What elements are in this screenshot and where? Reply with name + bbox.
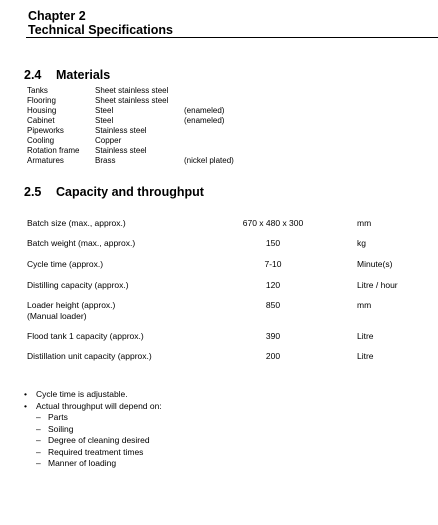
section-number: 2.5 — [24, 185, 42, 199]
capacity-unit: Litre — [357, 351, 374, 361]
material-item: Rotation frame — [27, 146, 80, 155]
capacity-unit: Minute(s) — [357, 259, 393, 269]
heading-rule — [26, 37, 438, 38]
capacity-label: Distilling capacity (approx.) — [27, 280, 129, 290]
chapter-number: Chapter 2 — [28, 9, 86, 23]
material-name: Steel — [95, 106, 114, 115]
material-note: (enameled) — [184, 116, 225, 125]
capacity-unit: mm — [357, 218, 372, 228]
material-name: Copper — [95, 136, 122, 145]
capacity-label: Cycle time (approx.) — [27, 259, 104, 269]
sub-list-item: – Required treatment times — [24, 447, 162, 459]
material-name: Sheet stainless steel — [95, 86, 169, 95]
material-item: Pipeworks — [27, 126, 64, 135]
capacity-unit: Litre / hour — [357, 280, 398, 290]
material-item: Cabinet — [27, 116, 55, 125]
capacity-unit: Litre — [357, 331, 374, 341]
capacity-value: 7-10 — [264, 259, 282, 269]
capacity-value: 670 x 480 x 300 — [242, 218, 304, 228]
sub-list-item: – Parts — [24, 412, 162, 424]
capacity-label: Batch weight (max., approx.) — [27, 238, 136, 248]
sub-list-item: – Degree of cleaning desired — [24, 435, 162, 447]
material-name: Steel — [95, 116, 114, 125]
material-note: (nickel plated) — [184, 156, 234, 165]
notes-list — [24, 389, 162, 470]
section-capacity-heading — [24, 185, 204, 199]
section-title: Capacity and throughput — [56, 185, 204, 199]
capacity-label — [27, 300, 227, 322]
material-item: Housing — [27, 106, 57, 115]
capacity-unit: mm — [357, 300, 372, 310]
capacity-label-line2: (Manual loader) — [27, 311, 87, 321]
material-item: Armatures — [27, 156, 64, 165]
sub-list-item: – Manner of loading — [24, 458, 162, 470]
capacity-value: 850 — [265, 300, 281, 310]
section-title: Materials — [56, 68, 111, 82]
capacity-unit: kg — [357, 238, 366, 248]
bullet-item: • Cycle time is adjustable. — [24, 389, 162, 401]
material-note: (enameled) — [184, 106, 225, 115]
section-number: 2.4 — [24, 68, 42, 82]
capacity-value: 200 — [265, 351, 281, 361]
chapter-heading — [28, 9, 173, 37]
capacity-label: Batch size (max., approx.) — [27, 218, 126, 228]
capacity-value: 390 — [265, 331, 281, 341]
capacity-label: Flood tank 1 capacity (approx.) — [27, 331, 144, 341]
chapter-title: Technical Specifications — [28, 23, 173, 37]
material-name: Stainless steel — [95, 146, 147, 155]
capacity-label: Distillation unit capacity (approx.) — [27, 351, 152, 361]
material-item: Flooring — [27, 96, 56, 105]
sub-list-item: – Soiling — [24, 424, 162, 436]
material-name: Brass — [95, 156, 116, 165]
material-item: Tanks — [27, 86, 48, 95]
material-name: Sheet stainless steel — [95, 96, 169, 105]
section-materials-heading — [24, 68, 110, 82]
material-item: Cooling — [27, 136, 55, 145]
bullet-item: • Actual throughput will depend on: — [24, 401, 162, 413]
capacity-value: 150 — [265, 238, 281, 248]
capacity-label-line1: Loader height (approx.) — [27, 300, 116, 310]
capacity-value: 120 — [265, 280, 281, 290]
material-name: Stainless steel — [95, 126, 147, 135]
